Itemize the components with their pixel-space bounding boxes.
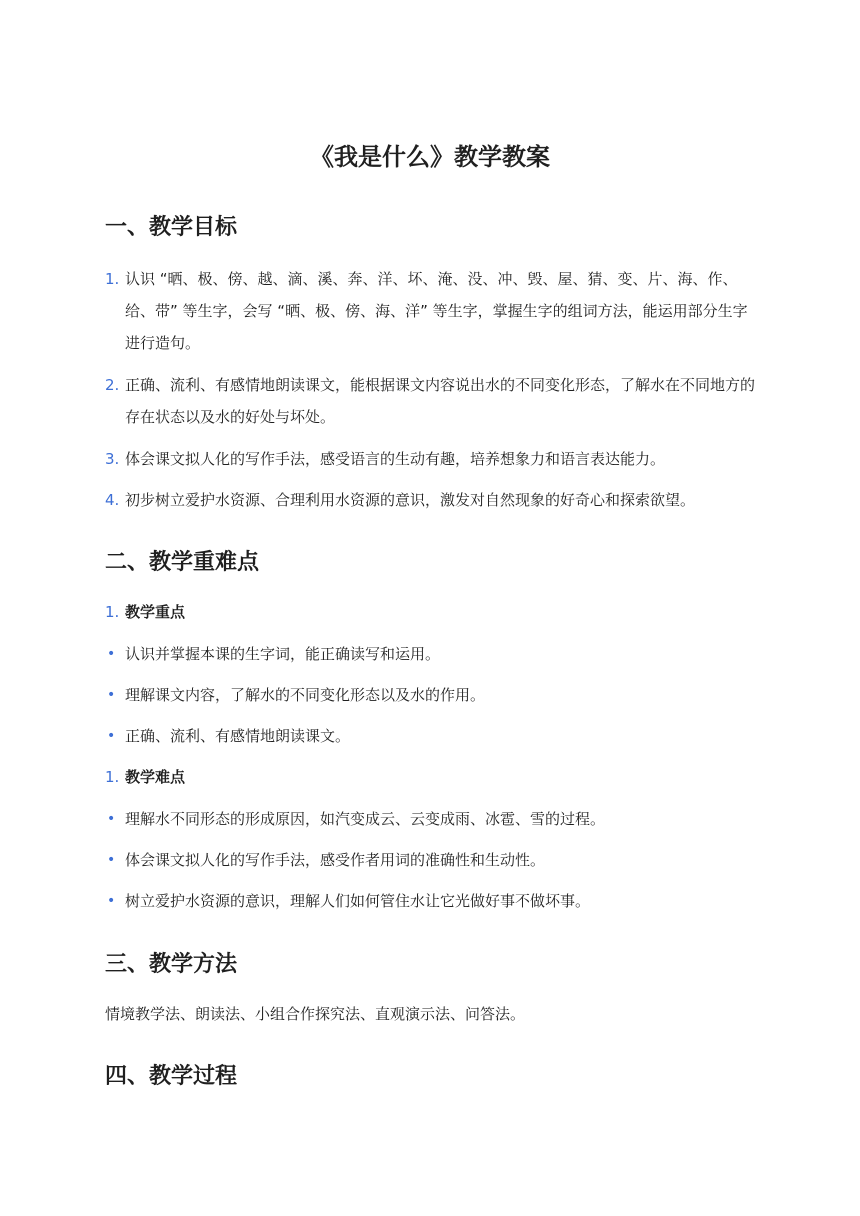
bullet-icon: • [107,893,116,909]
bullet-text: 理解课文内容，了解水的不同变化形态以及水的作用。 [125,686,486,704]
list-item [105,484,755,516]
list-item-text: 体会课文拟人化的写作手法，感受语言的生动有趣，培养想象力和语言表达能力。 [125,450,666,468]
bullet-item [105,720,755,752]
bullet-icon: • [107,646,116,662]
bullet-icon: • [107,852,116,868]
bullet-item [105,803,755,835]
list-item [105,596,755,628]
list-number: 2. [105,376,120,394]
methods-paragraph: 情境教学法、朗读法、小组合作探究法、直观演示法、问答法。 [105,1005,526,1023]
bullet-item [105,638,755,670]
list-item [105,263,755,359]
list-number: 1. [105,603,120,621]
section-heading-process: 四、教学过程 [105,1064,238,1089]
bullet-icon: • [107,811,116,827]
bullet-item [105,885,755,917]
list-item-text: 认识 “晒、极、傍、越、滴、溪、奔、洋、坏、淹、没、冲、毁、屋、猜、变、片、海、作、给、带” 等生字，会写 “晒、极、傍、海、洋” 等生字，掌握生字的组词方法，能运用部分生字进行造句。 [125,270,748,352]
list-item [105,443,755,475]
bullet-text: 认识并掌握本课的生字词，能正确读写和运用。 [125,645,441,663]
bullet-text: 体会课文拟人化的写作手法，感受作者用词的准确性和生动性。 [125,851,546,869]
bullet-text: 树立爱护水资源的意识，理解人们如何管住水让它光做好事不做坏事。 [125,892,591,910]
document-title: 《我是什么》教学教案 [310,143,550,171]
list-item-text: 初步树立爱护水资源、合理利用水资源的意识，激发对自然现象的好奇心和探索欲望。 [125,491,696,509]
group-label: 教学难点 [125,768,186,786]
bullet-icon: • [107,728,116,744]
list-number: 1. [105,270,120,288]
bullet-item [105,844,755,876]
bullet-icon: • [107,687,116,703]
section-heading-objectives: 一、教学目标 [105,215,238,240]
list-item [105,761,755,793]
list-number: 4. [105,491,120,509]
list-item [105,369,755,433]
section-heading-key-points: 二、教学重难点 [105,550,260,575]
section-heading-methods: 三、教学方法 [105,952,238,977]
list-number: 1. [105,768,120,786]
group-label: 教学重点 [125,603,186,621]
bullet-item [105,679,755,711]
list-item-text: 正确、流利、有感情地朗读课文，能根据课文内容说出水的不同变化形态，了解水在不同地方的存在状态以及水的好处与坏处。 [125,376,756,426]
bullet-text: 正确、流利、有感情地朗读课文。 [125,727,351,745]
list-number: 3. [105,450,120,468]
bullet-text: 理解水不同形态的形成原因，如汽变成云、云变成雨、冰雹、雪的过程。 [125,810,606,828]
